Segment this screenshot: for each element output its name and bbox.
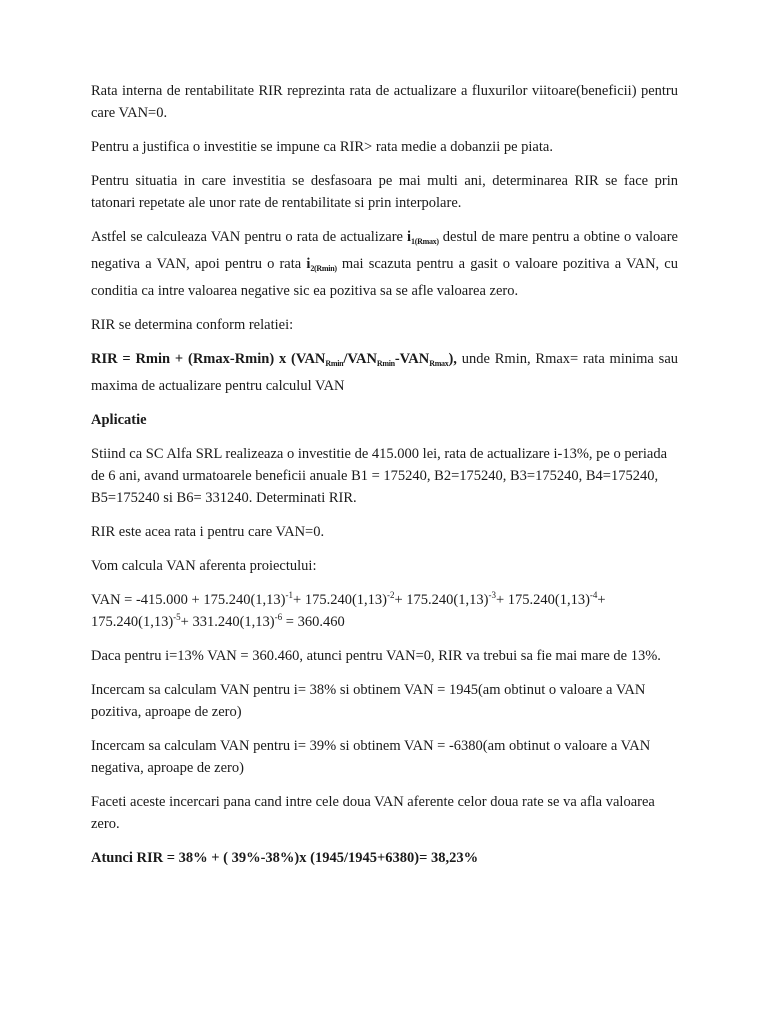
van-exp-3: -3 — [488, 590, 496, 600]
paragraph-van-13: Daca pentru i=13% VAN = 360.460, atunci pentru VAN=0, RIR va trebui sa fie mai mare de 13%. — [91, 648, 661, 664]
van-calculation — [91, 589, 678, 633]
paragraph-method — [91, 226, 678, 302]
paragraph-justification: Pentru a justifica o investitie se impune ca RIR> rata medie a dobanzii pe piata. — [91, 139, 553, 155]
paragraph-relation-intro: RIR se determina conform relatiei: — [91, 317, 294, 333]
paragraph-rir-definition: RIR este acea rata i pentru care VAN=0. — [91, 524, 325, 540]
rir-formula — [91, 348, 678, 397]
van-term-2: + 175.240(1,13) — [293, 592, 387, 608]
van-term-5: + 175.240(1,13) — [91, 592, 606, 630]
van-exp-2: -2 — [386, 590, 395, 600]
van-exp-5: -5 — [173, 612, 181, 622]
van-exp-4: -4 — [589, 590, 598, 600]
paragraph-van-39: Incercam sa calculam VAN pentru i= 39% si obtinem VAN = -6380(am obtinut o valoare a VAN negativa, aproape de zero) — [91, 738, 651, 776]
paragraph-calc-intro: Vom calcula VAN aferenta proiectului: — [91, 558, 317, 574]
method-text-a: Astfel se calculeaza VAN pentru o rata de actualizare — [91, 229, 408, 245]
van-term-4: + 175.240(1,13) — [495, 592, 590, 608]
van-term-6: + 331.240(1,13) — [180, 614, 275, 630]
van-term-1: VAN = -415.000 + 175.240(1,13) — [91, 592, 286, 608]
formula-part-2: /VAN — [343, 351, 377, 367]
rate-i1-subscript: 1(Rmax) — [411, 237, 439, 246]
formula-sub-2: Rmin — [376, 359, 395, 368]
van-exp-1: -1 — [285, 590, 294, 600]
van-total: = 360.460 — [282, 614, 345, 630]
formula-explanation: unde Rmin, Rmax= rata minima sau maxima de actualizare pentru calculul VAN — [91, 351, 678, 394]
rate-i1: i — [407, 229, 412, 245]
paragraph-iterations: Faceti aceste incercari pana cand intre cele doua VAN aferente celor doua rate se va afla valoarea zero. — [91, 794, 655, 832]
paragraph-multi-year: Pentru situatia in care investitia se desfasoara pe mai multi ani, determinarea RIR se face prin tatonari repetate ale unor rate de rentabilitate si prin interpolare. — [91, 173, 678, 211]
method-text-c: mai scazuta pentru a gasit o valoare pozitiva a VAN, cu conditia ca intre valoarea negative sic ea pozitiva sa se afle valoarea zero. — [91, 256, 678, 299]
formula-part-4: ), — [448, 351, 457, 367]
formula-sub-1: Rmin — [325, 359, 344, 368]
rate-i2: i — [306, 256, 311, 272]
document-page — [91, 80, 678, 881]
formula-part-3: -VAN — [394, 351, 430, 367]
paragraph-problem-statement: Stiind ca SC Alfa SRL realizeaza o investitie de 415.000 lei, rata de actualizare i-13%, pe o periada de 6 ani, avand urmatoarele beneficii anuale B1 = 175240, B2=175240, B3=175240, B4=175240, B5=175240 si B6= 331240. Determinati RIR. — [91, 446, 668, 506]
rate-i2-subscript: 2(Rmin) — [310, 264, 337, 273]
van-term-3: + 175.240(1,13) — [394, 592, 489, 608]
method-text-b: destul de mare pentru a obtine o valoare negativa a VAN, apoi pentru o rata — [91, 229, 678, 272]
section-heading-aplicatie: Aplicatie — [91, 412, 147, 428]
paragraph-definition: Rata interna de rentabilitate RIR reprezinta rata de actualizare a fluxurilor viitoare(beneficii) pentru care VAN=0. — [91, 83, 678, 121]
formula-sub-3: Rmax — [429, 359, 449, 368]
van-exp-6: -6 — [274, 612, 283, 622]
formula-part-1: RIR = Rmin + (Rmax-Rmin) x (VAN — [91, 351, 326, 367]
paragraph-van-38: Incercam sa calculam VAN pentru i= 38% si obtinem VAN = 1945(am obtinut o valoare a VAN pozitiva, aproape de zero) — [91, 682, 646, 720]
rir-result: Atunci RIR = 38% + ( 39%-38%)x (1945/1945+6380)= 38,23% — [91, 850, 479, 866]
